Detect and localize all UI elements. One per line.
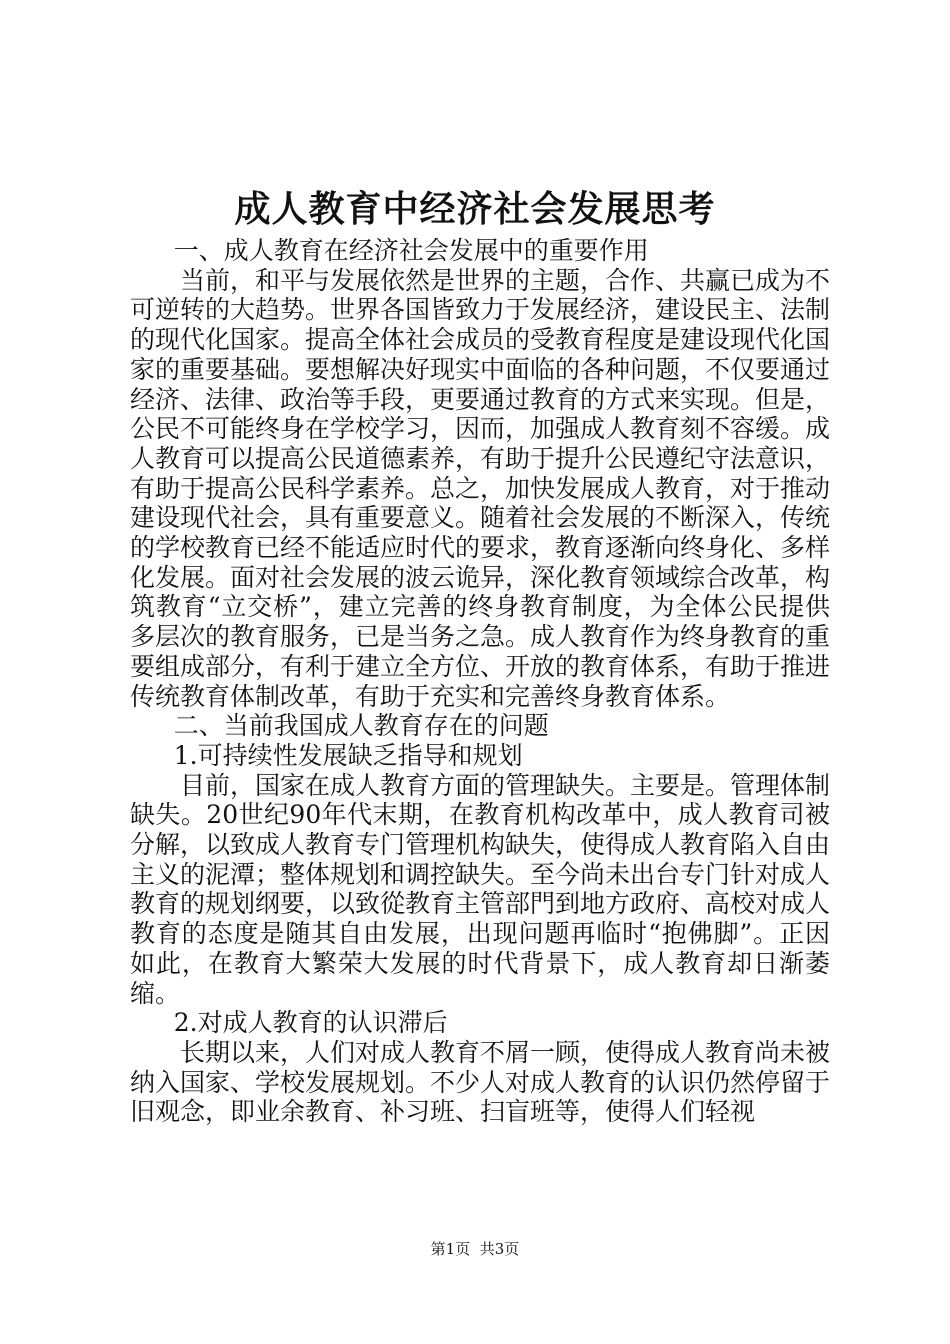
section-heading: 二、当前我国成人教育存在的问题 xyxy=(173,711,549,741)
page-total: 共3页 xyxy=(479,1240,520,1258)
page-footer xyxy=(0,1239,950,1259)
page-number: 第1页 xyxy=(430,1240,471,1258)
document-body xyxy=(130,236,830,1127)
subsection-heading: 2.对成人教育的认识滞后 xyxy=(173,1008,448,1038)
body-paragraph: 长期以来，人们对成人教育不屑一顾，使得成人教育尚未被纳入国家、学校发展规划。不少人对成人教育的认识仍然停留于旧观念，即业余教育、补习班、扫盲班等，使得人们轻视 xyxy=(130,1037,831,1127)
document-title: 成人教育中经济社会发展思考 xyxy=(234,188,716,230)
body-paragraph: 当前，和平与发展依然是世界的主题，合作、共赢已成为不可逆转的大趋势。世界各国皆致力于发展经济，建设民主、法制的现代化国家。提高全体社会成员的受教育程度是建设现代化国家的重要基础。要想解决好现实中面临的各种问题，不仅要通过经济、法律、政治等手段，更要通过教育的方式来实现。但是，公民不可能终身在学校学习，因而，加强成人教育刻不容缓。成人教育可以提高公民道德素养，有助于提升公民遵纪守法意识，有助于提高公民科学素养。总之，加快发展成人教育，对于推动建设现代社会，具有重要意义。随着社会发展的不断深入，传统的学校教育已经不能适应时代的要求，教育逐渐向终身化、多样化发展。面对社会发展的波云诡异，深化教育领域综合改革，构筑教育“立交桥”，建立完善的终身教育制度，为全体公民提供多层次的教育服务，已是当务之急。成人教育作为终身教育的重要组成部分，有利于建立全方位、开放的教育体系，有助于推进传统教育体制改革，有助于充实和完善终身教育体系。 xyxy=(130,265,831,711)
subsection-heading: 1.可持续性发展缺乏指导和规划 xyxy=(173,740,523,770)
section-heading: 一、成人教育在经济社会发展中的重要作用 xyxy=(173,236,649,265)
body-paragraph: 目前，国家在成人教育方面的管理缺失。主要是。管理体制缺失。20世纪90年代末期，在教育机构改革中，成人教育司被分解，以致成人教育专门管理机构缺失，使得成人教育陷入自由主义的泥潭；整体规划和调控缺失。至今尚未出台专门针对成人教育的规划纲要，以致從教育主管部門到地方政府、高校对成人教育的态度是随其自由发展，出现问题再临时“抱佛脚”。正因如此，在教育大繁荣大发展的时代背景下，成人教育却日渐萎缩。 xyxy=(130,770,831,1008)
